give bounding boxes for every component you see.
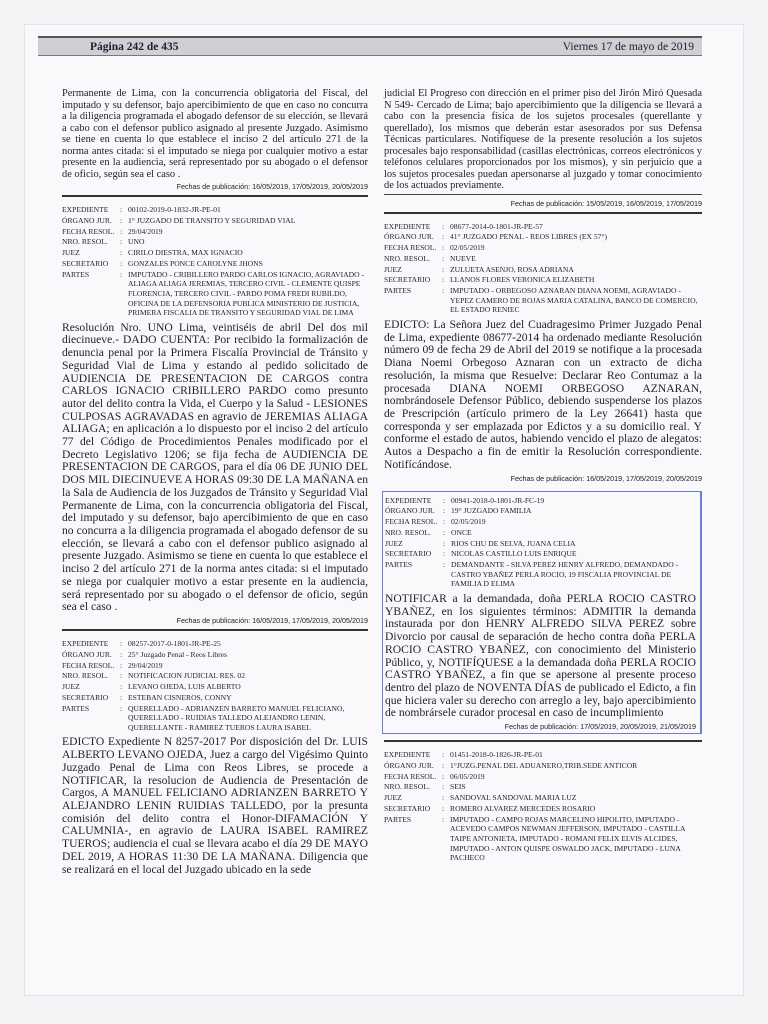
juez-value: SANDOVAL SANDOVAL MARIA LUZ (450, 793, 577, 803)
juez-value: RIOS CHU DE SELVA, JUANA CELIA (451, 538, 576, 548)
secretario-value: GONZALES PONCE CAROLYNE JHONS (128, 258, 263, 268)
juez-value: ZULUETA ASENJO, ROSA ADRIANA (450, 264, 574, 274)
case-metadata: EXPEDIENTE : 00102-2019-0-1832-JR-PE-01 ÓRGANO JUR. : 1° JUZGADO DE TRANSITO Y SEGURIDAD VIAL FECHA RESOL. : 29/04/2019 NRO. RESOL. : UNO JUEZ : CIRILO DIESTRA, MAX IGNACIO SECRETARIO : GONZALES PONCE CAROLYNE JHONS PARTES : IMPUTADO - CRIBILLERO PARDO CARLOS IGNACIO, AGRAVIADO - ALIAGA ALIAGA JEREMIAS, TERCERO CIVIL - CLEMENTE QUISPE FLORENCIA, TERCERO CIVIL - PARDO POMA FREDI RUBILDO, OFICINA DE LA DEFENSORIA PUBLICA MINISTERIO DE JUSTICIA, PRIMERA FISCALIA DE TRANSITO Y SEGURIDAD VIAL DE LIMA (62, 205, 368, 318)
publication-dates: Fechas de publicación: 17/05/2019, 20/05/2019, 21/05/2019 (504, 722, 696, 732)
page-number: Página 242 de 435 (90, 41, 179, 53)
fecha-value: 02/05/2019 (451, 517, 486, 527)
publication-dates: Fechas de publicación: 16/05/2019, 17/05/2019, 20/05/2019 (176, 615, 368, 625)
secretario-value: ESTEBAN CISNEROS, CONNY (128, 692, 232, 702)
divider (384, 194, 702, 195)
publication-dates: Fechas de publicación: 15/05/2019, 16/05/2019, 17/05/2019 (510, 198, 702, 208)
organo-value: 19° JUZGADO FAMILIA (451, 506, 532, 516)
secretario-value: LLANOS FLORES VERONICA ELIZABETH (450, 275, 595, 285)
nro-value: ONCE (451, 527, 472, 537)
edict-text: EDICTO: La Señora Juez del Cuadragesimo Primer Juzgado Penal de Lima, expediente 08677-2014 ha ordenado mediante Resolución número 09 de fecha 29 de Abril del 2019 se notifique a la procesada Diana Noemi Orbegoso Aznaran con un extracto de dicha resolución, la misma que Resuelve: Declarar Reo Contumaz a la procesada DIANA NOEMI ORBEGOSO AZNARAN, nombrándosele Defensor Público, debiendo suspenderse los plazos de Prescripción (artículo primero de la Ley 26641) hasta que corresponda y ser emplazada por Edictos y a su domicilio real. Y conforme el estado de autos, habiendo vencido el plazo de alegatos: Autos a Despacho a fin de emitir la Resolución correspondiente. Notifícándose. (384, 318, 702, 471)
edict-text: NOTIFICAR a la demandada, doña PERLA ROCIO CASTRO YBAÑEZ, en los siguientes términos: ADMITIR la demanda instaurada por don HENRY ALFREDO SILVA PEREZ sobre Divorcio por causal de separación de hecho contra doña PERLA ROCIO CASTRO YBAÑEZ, con conocimiento del Ministerio Público, y, NOTIFÍQUESE a la demandada doña PERLA ROCIO CASTRO YBAÑEZ, a fin que se apersone al presente proceso dentro del plazo de NOVENTA DÍAS de publicado el Edicto, a fin que hiciera valer su derecho con arreglo a ley, bajo apercibimiento de nombrársele curador procesal en caso de incumplimiento (385, 592, 696, 720)
publication-dates: Fechas de publicación: 16/05/2019, 17/05/2019, 20/05/2019 (510, 473, 702, 483)
expediente-value: 08677-2014-0-1801-JR-PE-57 (450, 221, 543, 231)
partes-value: IMPUTADO - CRIBILLERO PARDO CARLOS IGNACIO, AGRAVIADO - ALIAGA ALIAGA JEREMIAS, TERCERO CIVIL - CLEMENTE QUISPE FLORENCIA, TERCERO CIVIL - PARDO POMA FREDI RUBILDO, OFICINA DE LA DEFENSORIA PUBLICA MINISTERIO DE JUSTICIA, PRIMERA FISCALIA DE TRANSITO Y SEGURIDAD VIAL DE LIMA (128, 269, 365, 318)
case-metadata: EXPEDIENTE : 01451-2018-0-1826-JR-PE-01 ÓRGANO JUR. : 1°JUZG.PENAL DEL ADUANERO,TRIB.SEDE ANTICOR FECHA RESOL. : 06/05/2019 NRO. RESOL. : SEIS JUEZ : SANDOVAL SANDOVAL MARIA LUZ SECRETARIO : ROMERO ALVAREZ MERCEDES ROSARIO PARTES : IMPUTADO - CAMPO ROJAS MARCELINO HIPOLITO, IMPUTADO - ACEVEDO CAMPOS NEWMAN JEFFERSON, IMPUTADO - CASTILLA TAIPE ANTONIETA, IMPUTADO - ROMANI FELIX ELVIS ALCIDES, IMPUTADO - ANTON QUISPE OSWALDO JACK, IMPUTADO - LUNA PACHECO (384, 750, 702, 863)
secretario-value: NICOLAS CASTILLO LUIS ENRIQUE (451, 549, 577, 559)
page-date: Viernes 17 de mayo de 2019 (562, 41, 694, 53)
secretario-value: ROMERO ALVAREZ MERCEDES ROSARIO (450, 804, 596, 814)
edict-text: Resolución Nro. UNO Lima, veintiséis de abril Del dos mil diecinueve.- DADO CUENTA: Por recibido la formalización de denuncia penal por la Primera Fiscalía Provincial de Tránsito y Seguridad Vial de Lima y estando al pedido solicitado de AUDIENCIA DE PRESENTACION DE CARGOS contra CARLOS IGNACIO CRIBILLERO PARDO como presunto autor del delito contra la Vida, el Cuerpo y la Salud - LESIONES CULPOSAS AGRAVADAS en agravio de JEREMIAS ALIAGA ALIAGA; en aplicación a lo dispuesto por el inciso 2 del artículo 77 del Código de Procedimientos Penales modificado por el Decreto Legislativo 1206; se fija fecha de AUDIENCIA DE PRESENTACION DE CARGOS, para el día 06 DE JUNIO DEL DOS MIL DIECINUEVE A HORAS 09:30 DE LA MAÑANA en la Sala de Audiencia de los Juzgados de Tránsito y Seguridad Vial Permanente de Lima, con la concurrencia obligatoria del Fiscal, del imputado y su defensor, bajo apercibimiento de que en caso no concurra a la diligencia programada el abogado defensor de su elección, se llevará a cabo con el defensor publico asignado al presente Juzgado. Asimismo se tiene en cuenta lo que establece el inciso 2 del artículo 271 de la norma antes citada: si el imputado se niega por cualquier motivo a estar presente en la audiencia, será representado por su abogado o el defensor de oficio, según sea el caso . (62, 320, 368, 614)
divider (384, 212, 702, 214)
divider (62, 629, 368, 631)
organo-value: 41° JUZGADO PENAL - REOS LIBRES (EX 57°) (450, 232, 608, 242)
highlighted-edict-box (382, 491, 702, 735)
partes-value: IMPUTADO - CAMPO ROJAS MARCELINO HIPOLITO, IMPUTADO - ACEVEDO CAMPOS NEWMAN JEFFERSON, IMPUTADO - CASTILLA TAIPE ANTONIETA, IMPUTADO - ROMANI FELIX ELVIS ALCIDES, IMPUTADO - ANTON QUISPE OSWALDO JACK, IMPUTADO - LUNA PACHECO (450, 814, 686, 863)
right-column (384, 88, 702, 863)
fecha-value: 29/04/2019 (128, 226, 163, 236)
edict-text: EDICTO Expediente N 8257-2017 Por disposición del Dr. LUIS ALBERTO LEVANO OJEDA, Juez a cargo del Vigésimo Quinto Juzgado Penal de Lima con Reos Libres, se procede a NOTIFICAR, la resolucion de Audiencia de Presentación de Cargos, A MANUEL FELICIANO ADRIANZEN BARRETO Y ALEJANDRO LENIN RUIDIAS TALLEDO, por la presunta comisión del delito contra el Honor-DIFAMACIÓN Y CALUMNIA-, en agravio de LAURA ISABEL RAMIREZ TUEROS; audiencia el cual se llevara acabo el día 29 DE MAYO DEL 2019, A HORAS 11:30 DE LA MAÑANA. Diligencia que se realizará en el local del Juzgado ubicado en la sede (62, 735, 368, 876)
divider (62, 195, 368, 197)
nro-value: SEIS (450, 782, 466, 792)
nro-value: NUEVE (450, 253, 476, 263)
fecha-value: 29/04/2019 (128, 660, 163, 670)
case-metadata: EXPEDIENTE : 08677-2014-0-1801-JR-PE-57 ÓRGANO JUR. : 41° JUZGADO PENAL - REOS LIBRES (EX 57°) FECHA RESOL. : 02/05/2019 NRO. RESOL. : NUEVE JUEZ : ZULUETA ASENJO, ROSA ADRIANA SECRETARIO : LLANOS FLORES VERONICA ELIZABETH PARTES : IMPUTADO - ORBEGOSO AZNARAN DIANA NOEMI, AGRAVIADO - YEPEZ CAMERO DE ROJAS MARIA CATALINA, BANCO DE COMERCIO, EL ESTADO RENIEC (384, 222, 702, 316)
organo-value: 1° JUZGADO DE TRANSITO Y SEGURIDAD VIAL (128, 215, 296, 225)
case-metadata: EXPEDIENTE : 00941-2018-0-1801-JR-FC-19 ÓRGANO JUR. : 19° JUZGADO FAMILIA FECHA RESOL. : 02/05/2019 NRO. RESOL. : ONCE JUEZ : RIOS CHU DE SELVA, JUANA CELIA SECRETARIO : NICOLAS CASTILLO LUIS ENRIQUE PARTES : DEMANDANTE - SILVA PEREZ HENRY ALFREDO, DEMANDADO - CASTRO YBAÑEZ PERLA ROCIO, 19 FISCALIA PROVINCIAL DE FAMILIA D ELIMA (385, 496, 696, 590)
case-metadata: EXPEDIENTE : 08257-2017-0-1801-JR-PE-25 ÓRGANO JUR. : 25° Juzgado Penal - Reos Libres FECHA RESOL. : 29/04/2019 NRO. RESOL. : NOTIFICACION JUDICIAL RES. 02 JUEZ : LEVANO OJEDA, LUIS ALBERTO SECRETARIO : ESTEBAN CISNEROS, CONNY PARTES : QUERELLADO - ADRIANZEN BARRETO MANUEL FELICIANO, QUERELLADO - RUIDIAS TALLEDO ALEJANDRO LENIN, QUERELLANTE - RAMIREZ TUEROS LAURA ISABEL (62, 639, 368, 733)
expediente-value: 08257-2017-0-1801-JR-PE-25 (128, 638, 221, 648)
juez-value: CIRILO DIESTRA, MAX IGNACIO (128, 248, 243, 258)
expediente-value: 00941-2018-0-1801-JR-FC-19 (451, 495, 545, 505)
continued-text: Permanente de Lima, con la concurrencia obligatoria del Fiscal, del imputado y su defensor, bajo apercibimiento de que en caso no concurra a la diligencia programada el abogado defensor de su elección, se llevará a cabo con el defensor publico asignado al presente Juzgado. Asimismo se tiene en cuenta lo que establece el inciso 2 del artículo 271 de la norma antes citada: si el imputado se niega por cualquier motivo a estar presente en la audiencia, será representado por su abogado o el defensor de oficio, según sea el caso . (62, 88, 368, 180)
partes-value: QUERELLADO - ADRIANZEN BARRETO MANUEL FELICIANO, QUERELLADO - RUIDIAS TALLEDO ALEJANDRO LENIN, QUERELLANTE - RAMIREZ TUEROS LAURA ISABEL (128, 703, 345, 732)
partes-value: DEMANDANTE - SILVA PEREZ HENRY ALFREDO, DEMANDADO - CASTRO YBAÑEZ PERLA ROCIO, 19 FISCALIA PROVINCIAL DE FAMILIA D ELIMA (451, 560, 679, 589)
fecha-value: 02/05/2019 (450, 243, 485, 253)
organo-value: 25° Juzgado Penal - Reos Libres (128, 649, 227, 659)
publication-dates: Fechas de publicación: 16/05/2019, 17/05/2019, 20/05/2019 (176, 182, 368, 191)
left-column (62, 88, 368, 876)
page-header (38, 36, 702, 56)
nro-value: NOTIFICACION JUDICIAL RES. 02 (128, 671, 245, 681)
organo-value: 1°JUZG.PENAL DEL ADUANERO,TRIB.SEDE ANTICOR (450, 760, 638, 770)
expediente-value: 00102-2019-0-1832-JR-PE-01 (128, 205, 221, 214)
divider (384, 740, 702, 742)
nro-value: UNO (128, 237, 145, 247)
partes-value: IMPUTADO - ORBEGOSO AZNARAN DIANA NOEMI, AGRAVIADO - YEPEZ CAMERO DE ROJAS MARIA CATALINA, BANCO DE COMERCIO, EL ESTADO RENIEC (450, 286, 698, 315)
expediente-value: 01451-2018-0-1826-JR-PE-01 (450, 750, 543, 760)
juez-value: LEVANO OJEDA, LUIS ALBERTO (128, 682, 241, 692)
fecha-value: 06/05/2019 (450, 771, 485, 781)
continued-text: judicial El Progreso con dirección en el primer piso del Jirón Miró Quesada N 549- Cercado de Lima; bajo apercibimiento que la diligencia se llevará a cabo con la presencia física de los sujetos procesales (querellante y querellado), los mismos que deberán estar asesorados por sus Defensa Técnicas particulares. Notifíquese de la presente resolución a los sujetos procesales bajo responsabilidad (casillas electrónicas, correos electrónicos y teléfonos celulares proporcionados por los mismos), y sin perjuicio que a los sujetos procesales puedan apersonarse al juzgado y tomar conocimiento de los actuados previamente. (384, 88, 702, 191)
